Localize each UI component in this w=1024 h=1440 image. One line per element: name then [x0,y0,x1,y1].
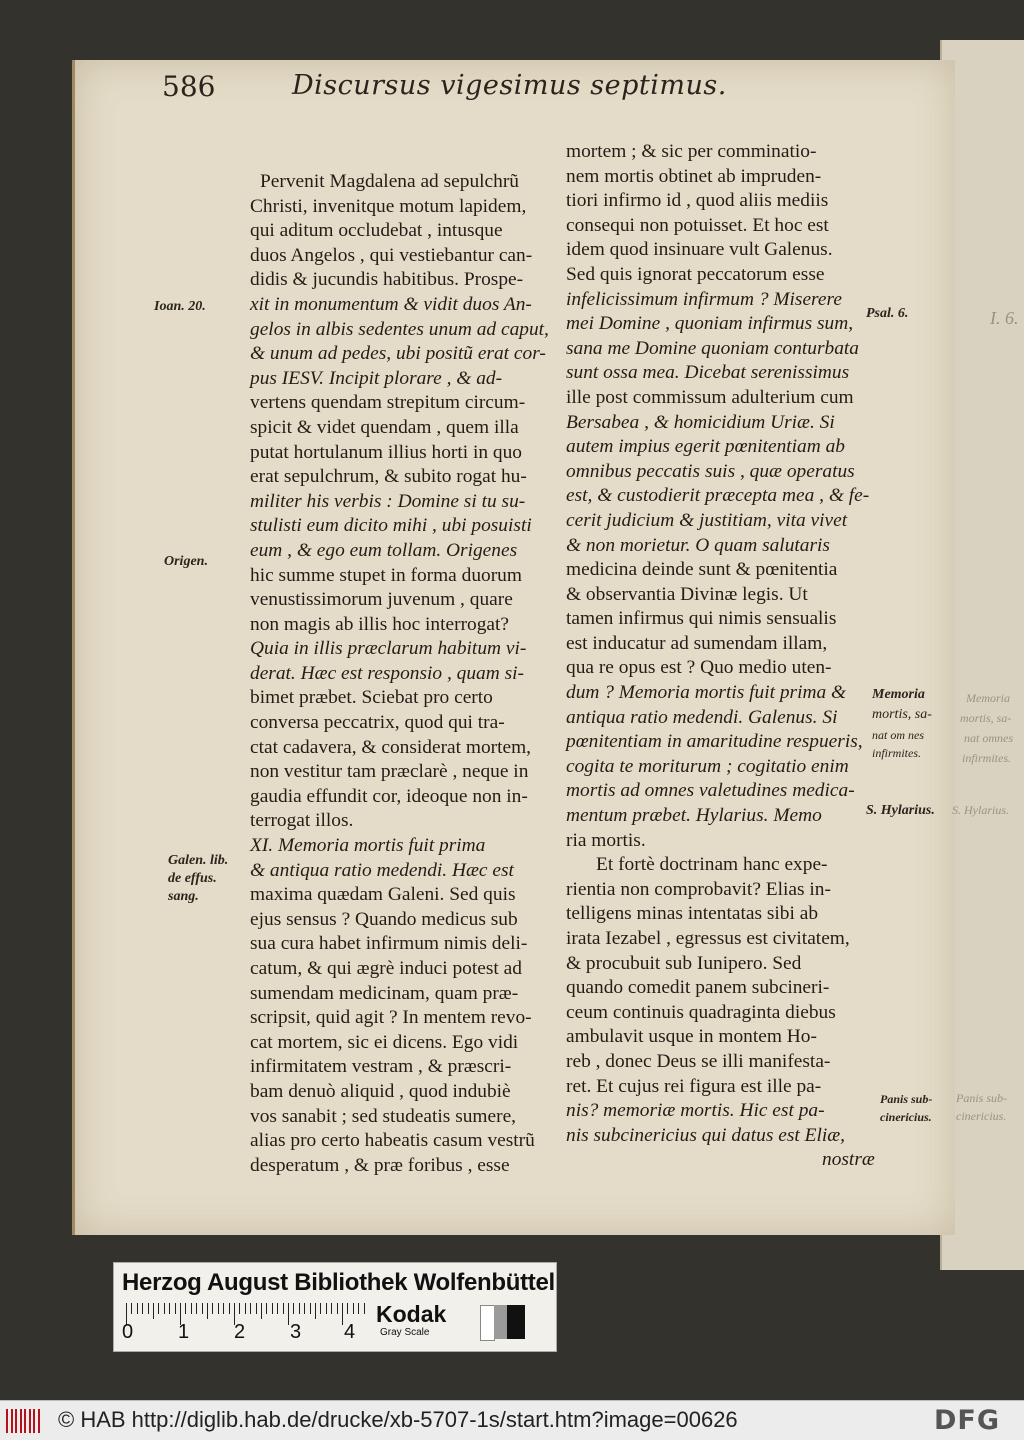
text-line: autem impius egerit pœnitentiam ab [566,436,845,458]
ruler-number-2: 2 [234,1321,246,1343]
text-line: ctat cadavera, & considerat mortem, [250,736,532,758]
color-calibration-strip [113,1262,557,1352]
right-text-column [566,140,875,1173]
ruler-tick [347,1303,348,1314]
text-line: telligens minas intentatas sibi ab [566,903,819,925]
text-line: gaudia effundit cor, ideoque non in- [250,785,528,807]
text-line: ille post commissum adulterium cum [566,386,854,408]
text-line: Et fortè doctrinam hanc expe- [596,854,828,876]
ruler-tick [310,1303,311,1314]
margin-note-panis-2: cinericius. [880,1110,932,1124]
text-line: ambulavit usque in montem Ho- [566,1026,817,1048]
text-line: catum, & qui ægrè induci potest ad [250,958,522,979]
text-line: cogita te moriturum ; cogitatio enim [566,755,849,777]
gray-swatch-white [480,1305,495,1341]
dfg-logo: DFG [934,1405,1001,1436]
text-line: maxima quædam Galeni. Sed quis [250,884,516,906]
margin-note-ioan: Ioan. 20. [154,299,206,314]
ruler-tick [245,1303,246,1314]
viewer-footer [0,1400,1024,1440]
margin-note-galen-1: Galen. lib. [168,853,229,868]
ruler-tick [153,1303,154,1319]
text-line: quando comedit panem subcineri- [566,977,830,999]
page-number: 586 [162,70,216,103]
ruler-number-1: 1 [178,1321,190,1343]
text-line: stulisti eum dicito mihi , ubi posuisti [250,515,532,537]
text-line: omnibus peccatis suis , quæ operatus [566,460,855,482]
text-line: bam denuò aliquid , quod indubiè [250,1080,511,1102]
text-line: & antiqua ratio medendi. Hæc est [250,859,514,881]
ruler-tick [304,1303,305,1314]
text-line: non magis ab illis hoc interrogat? [250,613,510,635]
text-line: eum , & ego eum tollam. Origenes [250,539,518,561]
ruler-tick [239,1303,240,1314]
facing-page-note-3: mortis, sa- [960,711,1012,725]
text-line: venustissimorum juvenum , quare [250,589,513,611]
text-line: duos Angelos , qui vestiebantur can- [250,244,533,266]
text-line: nis? memoriæ mortis. Hic est pa- [566,1100,825,1122]
ruler-tick [212,1303,213,1314]
ruler-tick [164,1303,165,1314]
ruler-tick [283,1303,284,1314]
library-name: Herzog August Bibliothek Wolfenbüttel [122,1269,555,1296]
text-line: dum ? Memoria mortis fuit prima & [566,682,847,704]
running-title: Discursus vigesimus septimus. [292,70,727,101]
ruler-tick [250,1303,251,1314]
kodak-logo: Kodak [376,1301,447,1327]
facing-page-note-6: S. Hylarius. [952,803,1009,817]
text-line: ceum continuis quadraginta diebus [566,1001,836,1023]
text-line: nis subcinericius qui datus est Eliæ, [566,1124,846,1146]
text-line: ria mortis. [566,829,646,851]
text-line: conversa peccatrix, quod qui tra- [250,712,505,734]
margin-note-panis-1: Panis sub- [880,1092,933,1106]
ruler-tick [191,1303,192,1314]
text-line: medicina deinde sunt & pœnitentia [566,559,838,581]
ruler-tick [331,1303,332,1314]
ruler-tick [261,1303,262,1319]
ruler-tick [364,1303,365,1314]
left-text-column [250,170,550,1178]
ruler-tick [148,1303,149,1314]
ruler-tick [353,1303,354,1314]
text-line: terrogat illos. [250,810,354,832]
ruler-tick [169,1303,170,1314]
margin-note-origen: Origen. [164,554,208,569]
margin-note-galen-3: sang. [168,889,199,904]
ruler-tick [342,1303,343,1325]
text-line: ret. Et cujus rei figura est ille pa- [566,1075,822,1097]
text-line: cat mortem, sic ei dicens. Ego vidi [250,1031,519,1053]
gray-swatch-black [507,1305,525,1339]
ruler-tick [218,1303,219,1314]
text-line: est, & custodierit præcepta mea , & fe- [566,485,870,507]
ruler-tick [185,1303,186,1314]
ruler-tick [315,1303,316,1319]
ruler-tick [196,1303,197,1314]
text-line: est inducatur ad sumendam illam, [566,632,828,654]
margin-note-memoria-3: nat om nes [872,728,924,742]
text-line: mei Domine , quoniam infirmus sum, [566,313,854,335]
facing-page-note-8: cinericius. [956,1109,1007,1123]
page-header [162,70,862,110]
ruler-number-4: 4 [344,1321,356,1343]
text-line: tamen infirmus qui nimis sensualis [566,608,837,630]
text-line: vos sanabit ; sed studeatis sumere, [250,1105,517,1127]
facing-page-note-2: Memoria [966,691,1010,705]
text-line: Bersabea , & homicidium Uriæ. Si [566,411,835,433]
margin-note-memoria-1: Memoria [872,687,925,702]
text-line: erat sepulchrum, & subito rogat hu- [250,466,527,488]
text-line: xit in monumentum & vidit duos An- [250,293,532,315]
margin-note-memoria-2: mortis, sa- [872,707,932,722]
margin-note-psal: Psal. 6. [866,306,909,321]
ruler-tick [299,1303,300,1314]
ruler-tick [293,1303,294,1314]
facing-page-note-7: Panis sub- [956,1091,1007,1105]
ruler-tick [131,1303,132,1314]
ruler-tick [320,1303,321,1314]
ruler-tick [158,1303,159,1314]
ruler-number-3: 3 [290,1321,302,1343]
text-line: sunt ossa mea. Dicebat serenissimus [566,362,850,384]
text-line: mortem ; & sic per comminatio- [566,141,817,162]
text-line: mortis ad omnes valetudines medica- [566,780,855,802]
text-line: rientia non comprobavit? Elias in- [566,878,831,900]
ruler-tick [137,1303,138,1314]
text-line: derat. Hæc est responsio , quam si- [250,662,524,684]
facing-page-note-4: nat omnes [964,731,1013,745]
margin-note-galen-2: de effus. [168,871,217,886]
text-line: vertens quendam strepitum circum- [250,392,526,414]
margin-note-hylarius: S. Hylarius. [866,803,935,818]
text-line: pœnitentiam in amaritudine respueris, [566,731,863,753]
ruler-tick [223,1303,224,1314]
text-line: didis & jucundis habitibus. Prospe- [250,269,524,291]
text-line: & non morietur. O quam salutaris [566,534,830,556]
text-line: infelicissimum infirmum ? Miserere [566,288,842,310]
text-line: sumendam medicinam, quam præ- [250,982,519,1004]
text-line: Pervenit Magdalena ad sepulchrũ [260,171,519,192]
text-line: bimet præbet. Sciebat pro certo [250,687,493,709]
ruler-tick [142,1303,143,1314]
text-line: Sed quis ignorat peccatorum esse [566,263,825,285]
copyright-url[interactable]: © HAB http://diglib.hab.de/drucke/xb-5707-1s/start.htm?image=00626 [58,1407,738,1432]
text-line: idem quod insinuare vult Galenus. [566,239,833,261]
text-line: pus IESV. Incipit plorare , & ad- [250,367,503,389]
ruler-tick [272,1303,273,1314]
ruler-tick [256,1303,257,1314]
text-line: consequi non potuisset. Et hoc est [566,214,829,236]
text-line: qui aditum occludebat , intusque [250,220,503,242]
ruler-tick [337,1303,338,1314]
ruler-tick [202,1303,203,1314]
text-line: qua re opus est ? Quo medio uten- [566,657,832,679]
facing-page-note-5: infirmites. [962,751,1012,765]
ruler-tick [175,1303,176,1314]
text-line: & observantia Divinæ legis. Ut [566,583,808,605]
text-line: sua cura habet infirmum nimis deli- [250,933,528,955]
text-line: non vestitur tam præclarè , neque in [250,761,529,783]
gray-swatch-mid [494,1305,507,1339]
text-line: hic summe stupet in forma duorum [250,564,522,586]
text-line: Quia in illis præclarum habitum vi- [250,638,527,660]
text-line: scripsit, quid agit ? In mentem revo- [250,1007,532,1029]
ruler-tick [288,1303,289,1325]
ruler-tick [229,1303,230,1314]
text-line: militer his verbis : Domine si tu su- [250,490,526,512]
ruler-tick [358,1303,359,1314]
text-line: infirmitatem vestram , & præscri- [250,1056,512,1078]
text-line: sana me Domine quoniam conturbata [566,337,859,359]
margin-note-memoria-4: infirmites. [872,746,922,760]
text-line: mentum præbet. Hylarius. Memo [566,805,822,827]
ruler-number-0: 0 [122,1321,134,1343]
facing-page-note-1: I. 6. [990,308,1019,328]
ruler-tick [266,1303,267,1314]
text-line: reb , donec Deus se illi manifesta- [566,1050,831,1072]
ruler-tick [277,1303,278,1314]
ruler-tick [207,1303,208,1319]
text-line: cerit judicium & justitiam, vita vivet [566,509,848,531]
text-line: Christi, invenitque motum lapidem, [250,195,527,217]
gray-scale-label: Gray Scale [380,1327,430,1338]
text-line: XI. Memoria mortis fuit prima [250,835,486,857]
text-line: irata Iezabel , egressus est civitatem, [566,928,850,949]
text-line: antiqua ratio medendi. Galenus. Si [566,706,838,728]
hab-logo-icon [6,1409,42,1433]
text-line: tiori infirmo id , quod aliis mediis [566,190,829,212]
text-line: putat hortulanum illius horti in quo [250,441,522,463]
text-line: gelos in albis sedentes unum ad caput, [250,318,549,340]
text-line: & unum ad pedes, ubi positũ erat cor- [250,343,546,365]
text-line: ejus sensus ? Quando medicus sub [250,908,518,930]
text-line: nostræ [822,1149,875,1171]
text-line: nem mortis obtinet ab impruden- [566,165,822,187]
text-line: desperatum , & præ foribus , esse [250,1154,510,1176]
text-line: alias pro certo habeatis casum vestrũ [250,1130,535,1152]
text-line: & procubuit sub Iunipero. Sed [566,952,802,974]
text-line: spicit & videt quendam , quem illa [250,416,519,438]
ruler-tick [326,1303,327,1314]
